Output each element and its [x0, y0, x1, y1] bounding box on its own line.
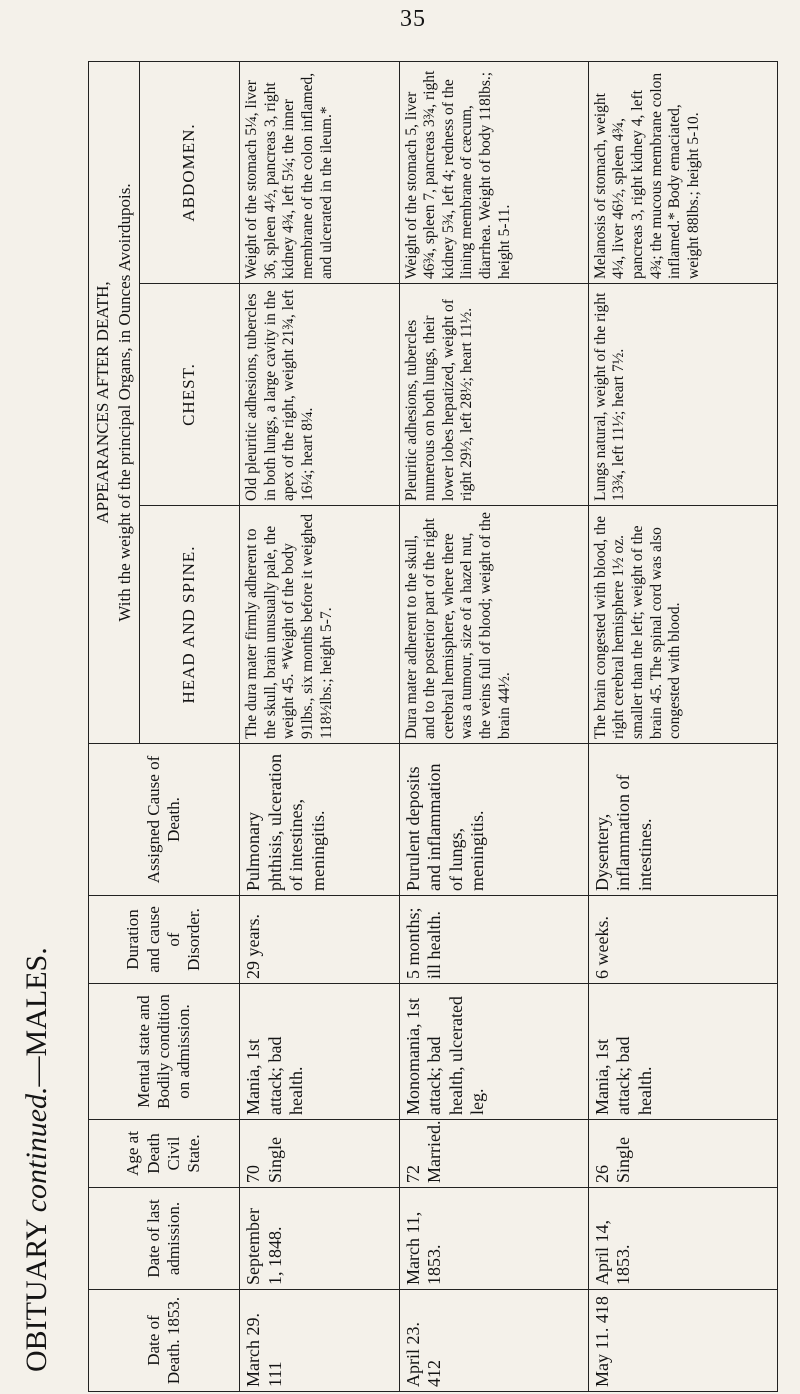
header-duration: Duration and cause of Disorder. — [89, 896, 240, 984]
cell-date-of-death: March 29. 111 — [240, 1290, 399, 1392]
cell-assigned-cause: Pulmonary phthisis, ulceration of intestines, meningitis. — [240, 744, 399, 896]
heading-italic: continued. — [20, 1086, 53, 1213]
page-number: 35 — [400, 6, 426, 32]
cell-abdomen: Weight of the stomach 5, liver 46¾, spleen 7, pancreas 3¾, right kidney 5¾, left 4; redness of the lining membrane of cæcum, diarrhea. Weight of body 118lbs.; height 5-11. — [399, 61, 588, 283]
header-head-and-spine: HEAD AND SPINE. — [140, 506, 240, 744]
cell-head-and-spine: Dura mater adherent to the skull, and to the posterior part of the right cerebral hemisphere, where there was a tumour, size of a hazel nut, the veins full of blood; weight of the brain 44½. — [399, 506, 588, 744]
cell-duration: 5 months; ill health. — [399, 896, 588, 984]
header-assigned-cause: Assigned Cause of Death. — [89, 744, 240, 896]
cell-mental-state: Mania, 1st attack; bad health. — [588, 984, 777, 1120]
cell-age-civil-state: 72 Married. — [399, 1120, 588, 1188]
cell-head-and-spine: The dura mater firmly adherent to the skull, brain unusually pale, the weight 45. *Weight of the body 91lbs., six months before it weighed 118½lbs.; height 5-7. — [240, 506, 399, 744]
cell-date-of-last-admission: September 1, 1848. — [240, 1188, 399, 1290]
table-row — [399, 61, 588, 1391]
cell-head-and-spine: The brain congested with blood, the right cerebral hemisphere 1½ oz. smaller than the left; weight of the brain 45. The spinal cord was also congested with blood. — [588, 506, 777, 744]
header-mental-state: Mental state and Bodily condition on admission. — [89, 984, 240, 1120]
cell-age-civil-state: 70 Single — [240, 1120, 399, 1188]
cell-date-of-death: April 23. 412 — [399, 1290, 588, 1392]
header-date-of-last-admission: Date of last admission. — [89, 1188, 240, 1290]
cell-assigned-cause: Purulent deposits and inflammation of lungs, meningitis. — [399, 744, 588, 896]
heading-main: OBITUARY — [20, 1212, 53, 1372]
header-abdomen: ABDOMEN. — [140, 61, 240, 283]
cell-abdomen: Weight of the stomach 5¼, liver 36, spleen 4½, pancreas 3, right kidney 4¾, left 5¼; the inner membrane of the colon inflamed, and ulcerated in the ileum.* — [240, 61, 399, 283]
table-row — [240, 61, 399, 1391]
cell-mental-state: Mania, 1st attack; bad health. — [240, 984, 399, 1120]
appearances-line-2: With the weight of the principal Organs, in Ounces Avoirdupois. — [115, 183, 135, 622]
header-date-of-death: Date of Death. 1853. — [89, 1290, 240, 1392]
cell-chest: Lungs natural, weight of the right 13¾, left 11½; heart 7½. — [588, 284, 777, 506]
cell-abdomen: Melanosis of stomach, weight 4¼, liver 46½, spleen 4¾, pancreas 3, right kidney 4, left 4¾; the mucous membrane colon inflamed.* Body emaciated, weight 88lbs.; height 5-10. — [588, 61, 777, 283]
heading-tail: —MALES. — [20, 947, 53, 1087]
cell-chest: Pleuritic adhesions, tubercles numerous on both lungs, their lower lobes hepatized, weight of right 29½, left 28½; heart 11½. — [399, 284, 588, 506]
cell-mental-state: Monomania, 1st attack; bad health, ulcerated leg. — [399, 984, 588, 1120]
cell-age-civil-state: 26 Single — [588, 1120, 777, 1188]
header-appearances — [89, 61, 140, 743]
table-row — [588, 61, 777, 1391]
cell-date-of-death: May 11. 418 — [588, 1290, 777, 1392]
header-age-civil-state: Age at Death Civil State. — [89, 1120, 240, 1188]
cell-date-of-last-admission: March 11, 1853. — [399, 1188, 588, 1290]
cell-chest: Old pleuritic adhesions, tubercles in both lungs, a large cavity in the apex of the right, weight 21¾, left 16¼; heart 8¼. — [240, 284, 399, 506]
obituary-table-wrapper — [88, 62, 778, 1392]
cell-duration: 29 years. — [240, 896, 399, 984]
page-heading — [20, 947, 54, 1372]
header-chest: CHEST. — [140, 284, 240, 506]
cell-assigned-cause: Dysentery, inflammation of intestines. — [588, 744, 777, 896]
cell-date-of-last-admission: April 14, 1853. — [588, 1188, 777, 1290]
appearances-line-1: APPEARANCES AFTER DEATH, — [93, 281, 112, 524]
cell-duration: 6 weeks. — [588, 896, 777, 984]
obituary-table — [88, 61, 778, 1392]
